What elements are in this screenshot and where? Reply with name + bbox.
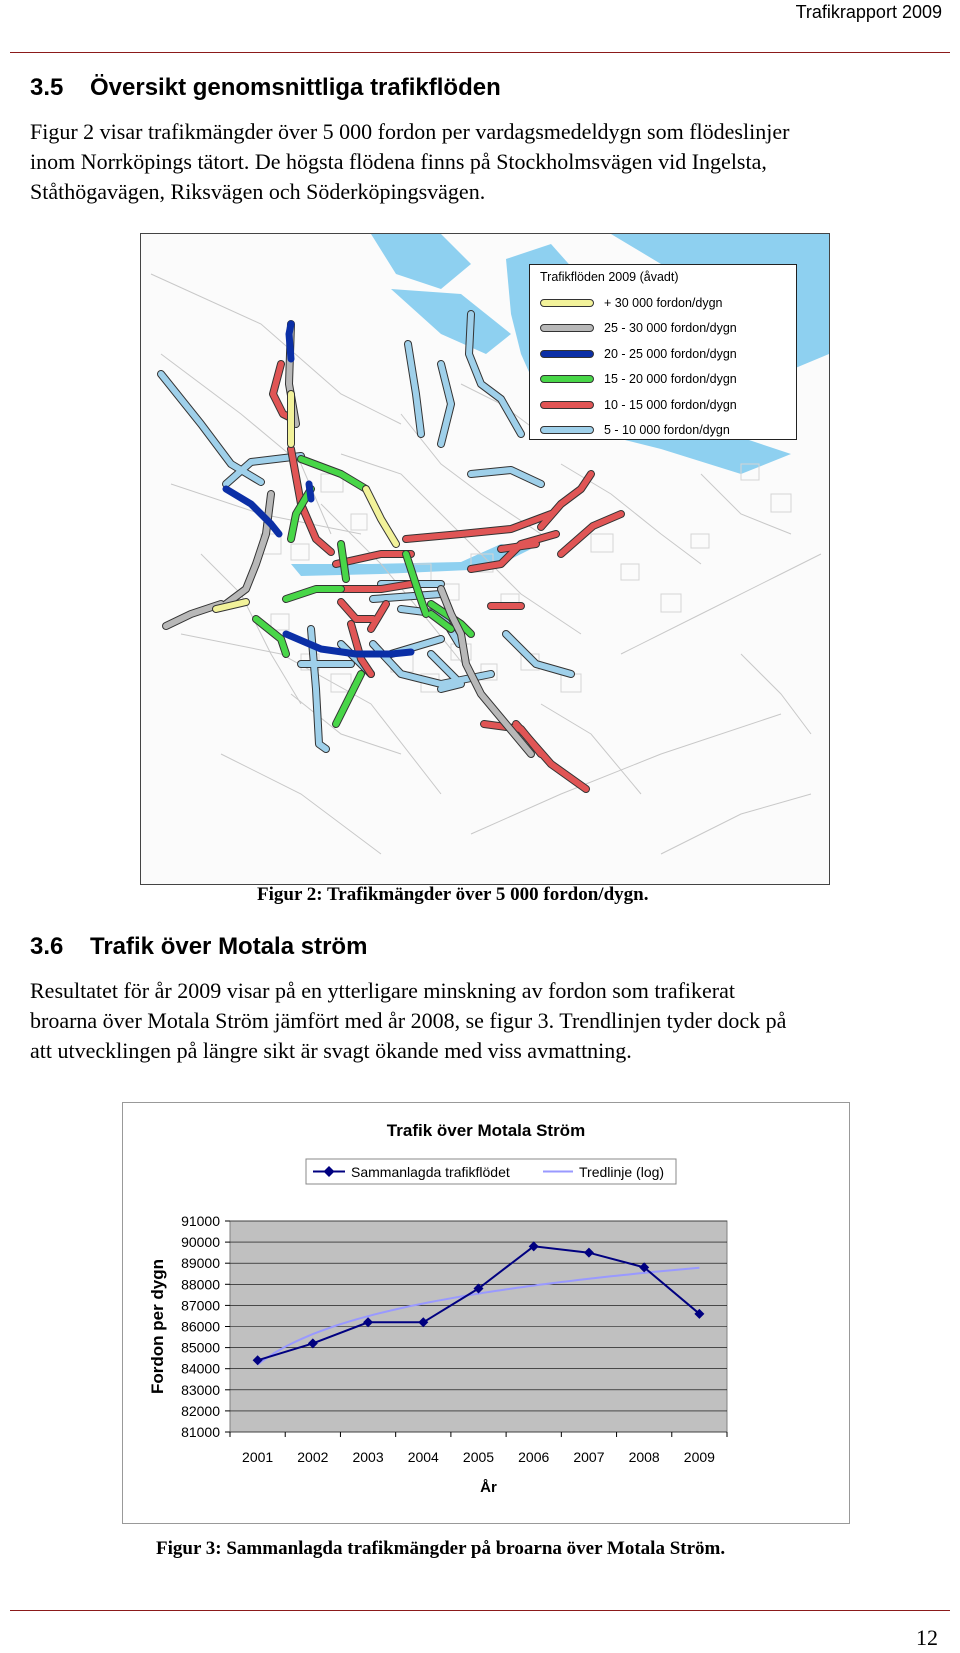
- y-tick-label: 87000: [181, 1297, 220, 1314]
- paragraph-line: Resultatet för år 2009 visar på en ytterligare minskning av fordon som trafikerat: [30, 978, 736, 1003]
- legend-item: [540, 367, 786, 393]
- chart-title: Trafik över Motala Ström: [386, 1121, 586, 1140]
- legend-swatch: [540, 299, 594, 307]
- map-legend: [529, 264, 797, 440]
- x-tick-label: 2004: [407, 1449, 439, 1465]
- section-heading-3-5: [30, 74, 501, 102]
- figure-2-caption: Figur 2: Trafikmängder över 5 000 fordon/dygn.: [257, 884, 649, 905]
- x-tick-label: 2003: [352, 1449, 384, 1465]
- legend-item: [540, 418, 786, 444]
- y-tick-label: 82000: [181, 1402, 220, 1419]
- traffic-chart: [122, 1102, 850, 1524]
- x-tick-label: 2007: [573, 1449, 605, 1465]
- legend-item: [540, 316, 786, 342]
- section-title: Översikt genomsnittliga trafikflöden: [90, 74, 501, 101]
- y-tick-label: 89000: [181, 1255, 220, 1272]
- page-number: 12: [916, 1625, 938, 1650]
- x-tick-label: 2005: [462, 1449, 495, 1465]
- legend-item: [540, 290, 786, 316]
- legend-label: 5 - 10 000 fordon/dygn: [604, 423, 730, 438]
- y-tick-label: 88000: [181, 1276, 220, 1293]
- legend-item: [540, 392, 786, 418]
- section-number: 3.5: [30, 74, 64, 101]
- legend-item: [540, 341, 786, 367]
- legend-swatch: [540, 324, 594, 332]
- paragraph-line: broarna över Motala Ström jämfört med år 2008, se figur 3. Trendlinjen tyder dock på: [30, 1008, 787, 1033]
- paragraph-line: inom Norrköpings tätort. De högsta flödena finns på Stockholmsvägen vid Ingelsta,: [30, 149, 767, 174]
- legend-title: Trafikflöden 2009 (åvadt): [540, 270, 679, 284]
- chart-svg: [123, 1103, 849, 1523]
- section-number: 3.6: [30, 933, 64, 960]
- legend-label-trend: Tredlinje (log): [579, 1164, 665, 1180]
- x-tick-label: 2001: [242, 1449, 274, 1465]
- header-rule: [10, 52, 950, 53]
- legend-label: 10 - 15 000 fordon/dygn: [604, 397, 737, 412]
- y-axis-label: Fordon per dygn: [148, 1258, 167, 1395]
- traffic-flow-map: [140, 233, 830, 885]
- x-tick-label: 2006: [518, 1449, 550, 1465]
- legend-swatch: [540, 401, 594, 409]
- paragraph-line: Figur 2 visar trafikmängder över 5 000 fordon per vardagsmedeldygn som flödeslinjer: [30, 119, 790, 144]
- legend-label: 15 - 20 000 fordon/dygn: [604, 372, 737, 387]
- legend-label-series: Sammanlagda trafikflödet: [351, 1164, 510, 1180]
- paragraph-line: att utvecklingen på längre sikt är svagt ökande med viss avmattning.: [30, 1038, 632, 1063]
- legend-swatch: [540, 375, 594, 383]
- report-title: Trafikrapport 2009: [795, 2, 942, 22]
- y-tick-label: 90000: [181, 1234, 220, 1251]
- x-tick-label: 2009: [683, 1449, 715, 1465]
- figure-3-caption: Figur 3: Sammanlagda trafikmängder på broarna över Motala Ström.: [156, 1538, 726, 1559]
- y-tick-label: 91000: [181, 1213, 220, 1229]
- x-tick-label: 2008: [628, 1449, 660, 1465]
- legend-label: + 30 000 fordon/dygn: [604, 295, 723, 310]
- section-3-6-paragraph: [30, 976, 940, 1066]
- section-heading-3-6: [30, 933, 367, 961]
- y-tick-label: 85000: [181, 1339, 220, 1356]
- paragraph-line: Ståthögavägen, Riksvägen och Söderköpingsvägen.: [30, 179, 486, 204]
- legend-swatch: [540, 426, 594, 434]
- section-title: Trafik över Motala ström: [90, 933, 368, 960]
- y-tick-label: 86000: [181, 1318, 220, 1335]
- y-tick-label: 81000: [181, 1424, 220, 1440]
- x-tick-label: 2002: [297, 1449, 329, 1465]
- legend-label: 20 - 25 000 fordon/dygn: [604, 346, 737, 361]
- legend-swatch: [540, 350, 594, 358]
- legend-label: 25 - 30 000 fordon/dygn: [604, 321, 737, 336]
- x-axis-label: År: [480, 1479, 497, 1496]
- section-3-5-paragraph: [30, 117, 940, 207]
- footer-rule: [10, 1610, 950, 1611]
- flow-lines-25-30k-fill: [166, 324, 531, 754]
- y-tick-label: 83000: [181, 1381, 220, 1398]
- y-tick-label: 84000: [181, 1360, 220, 1377]
- legend-items: [540, 290, 786, 443]
